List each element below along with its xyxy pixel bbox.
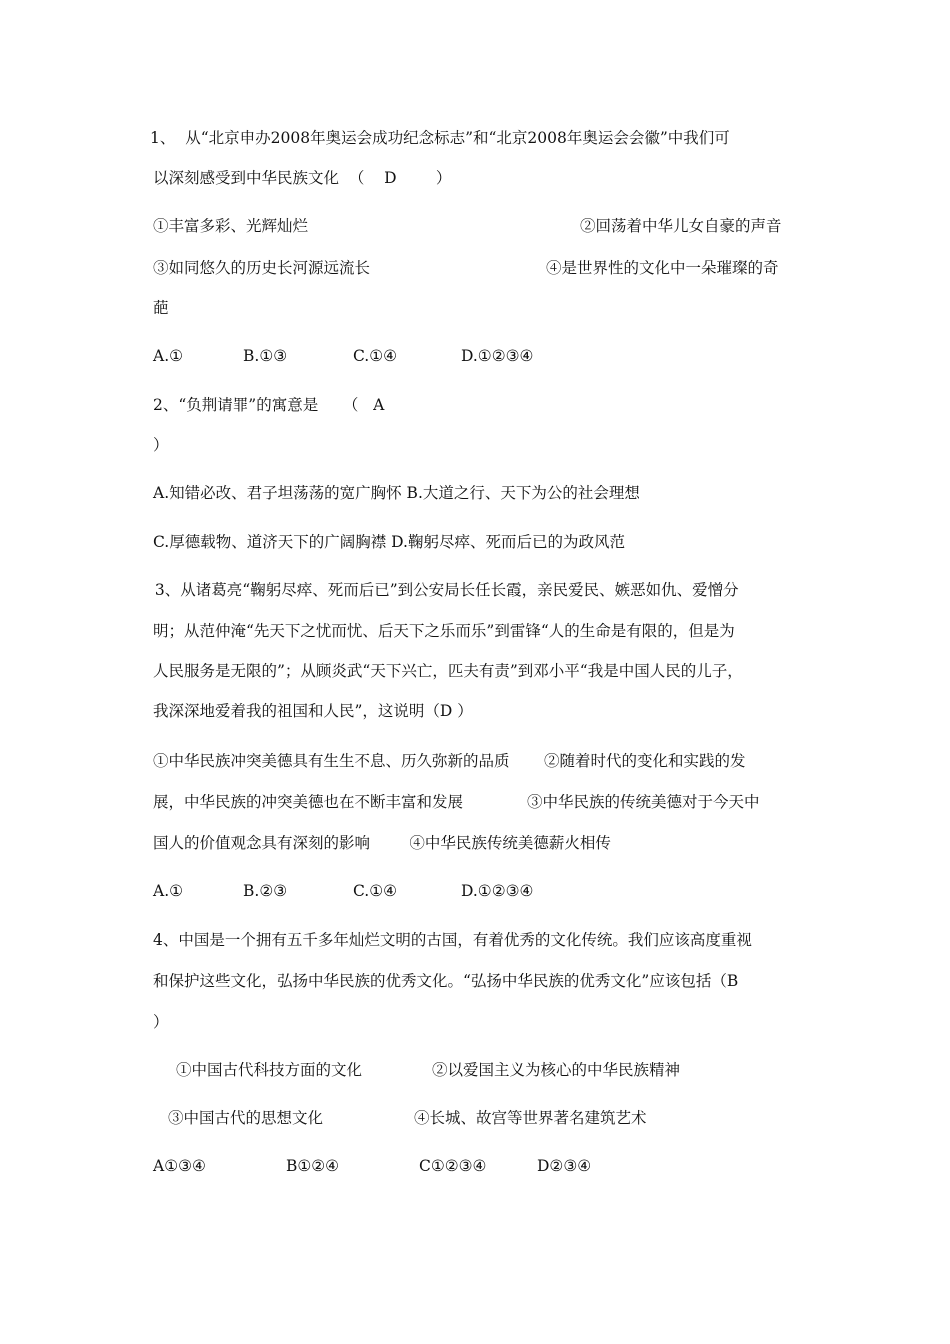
- question-3-option-c: C.①④: [353, 882, 398, 900]
- question-3-stem-line-2: 明；从范仲淹“先天下之忧而忧、后天下之乐而乐”到雷锋“人的生命是有限的，但是为: [153, 622, 735, 640]
- question-3-stem-line-1: 3、从诸葛亮“鞠躬尽瘁、死而后已”到公安局长任长霞，亲民爱民、嫉恶如仇、爱憎分: [150, 581, 739, 599]
- question-1-statement-1: ①丰富多彩、光辉灿烂: [153, 217, 309, 235]
- question-3-option-b: B.②③: [243, 882, 288, 900]
- question-3-statements-line-2: 展，中华民族的冲突美德也在不断丰富和发展 ③中华民族的传统美德对于今天中: [153, 793, 760, 811]
- question-1-statement-4-continued: 葩: [153, 299, 169, 317]
- question-4-option-d: D②③④: [537, 1157, 592, 1175]
- question-1-option-d: D.①②③④: [461, 347, 534, 365]
- question-4-option-c: C①②③④: [419, 1157, 487, 1175]
- question-1-stem-line-1: 1、 从“北京申办2008年奥运会成功纪念标志”和“北京2008年奥运会会徽”中我们可: [150, 129, 730, 147]
- question-4-option-a: A①③④: [153, 1157, 206, 1175]
- question-1-statement-2: ②回荡着中华儿女自豪的声音: [580, 217, 782, 235]
- question-3-stem-line-3: 人民服务是无限的”；从顾炎武“天下兴亡，匹夫有责”到邓小平“我是中国人民的儿子，: [153, 662, 743, 680]
- question-4-statement-2: ②以爱国主义为核心的中华民族精神: [432, 1061, 681, 1079]
- question-2-stem-line-2: ）: [153, 436, 169, 454]
- question-1-statement-4: ④是世界性的文化中一朵璀璨的奇: [546, 259, 779, 277]
- question-2-options-line-1: A.知错必改、君子坦荡荡的宽广胸怀 B.大道之行、天下为公的社会理想: [153, 484, 640, 502]
- question-3-statements-line-3: 国人的价值观念具有深刻的影响 ④中华民族传统美德薪火相传: [153, 834, 611, 852]
- question-1-option-a: A.①: [153, 347, 184, 365]
- question-1-option-c: C.①④: [353, 347, 398, 365]
- question-1-option-b: B.①③: [243, 347, 288, 365]
- question-3-option-a: A.①: [153, 882, 184, 900]
- question-4-stem-line-1: 4、中国是一个拥有五千多年灿烂文明的古国，有着优秀的文化传统。我们应该高度重视: [153, 931, 752, 949]
- question-1-stem-line-2: 以深刻感受到中华民族文化 （ D ）: [153, 169, 452, 187]
- question-3-option-d: D.①②③④: [461, 882, 534, 900]
- question-4-option-b: B①②④: [286, 1157, 340, 1175]
- question-4-stem-line-3: ）: [153, 1013, 169, 1031]
- question-4-statement-3: ③中国古代的思想文化: [168, 1109, 324, 1127]
- question-2-options-line-2: C.厚德载物、道济天下的广阔胸襟 D.鞠躬尽瘁、死而后已的为政风范: [153, 533, 625, 551]
- question-1-statement-3: ③如同悠久的历史长河源远流长: [153, 259, 371, 277]
- question-3-stem-line-4: 我深深地爱着我的祖国和人民”，这说明（D ）: [153, 702, 473, 720]
- question-4-statement-4: ④长城、故宫等世界著名建筑艺术: [414, 1109, 647, 1127]
- question-4-stem-line-2: 和保护这些文化，弘扬中华民族的优秀文化。“弘扬中华民族的优秀文化”应该包括（B: [153, 972, 739, 990]
- question-3-statements-line-1: ①中华民族冲突美德具有生生不息、历久弥新的品质 ②随着时代的变化和实践的发: [153, 752, 746, 770]
- question-4-statement-1: ①中国古代科技方面的文化: [176, 1061, 363, 1079]
- question-2-stem-line-1: 2、“负荆请罪”的寓意是 （ A: [153, 396, 385, 414]
